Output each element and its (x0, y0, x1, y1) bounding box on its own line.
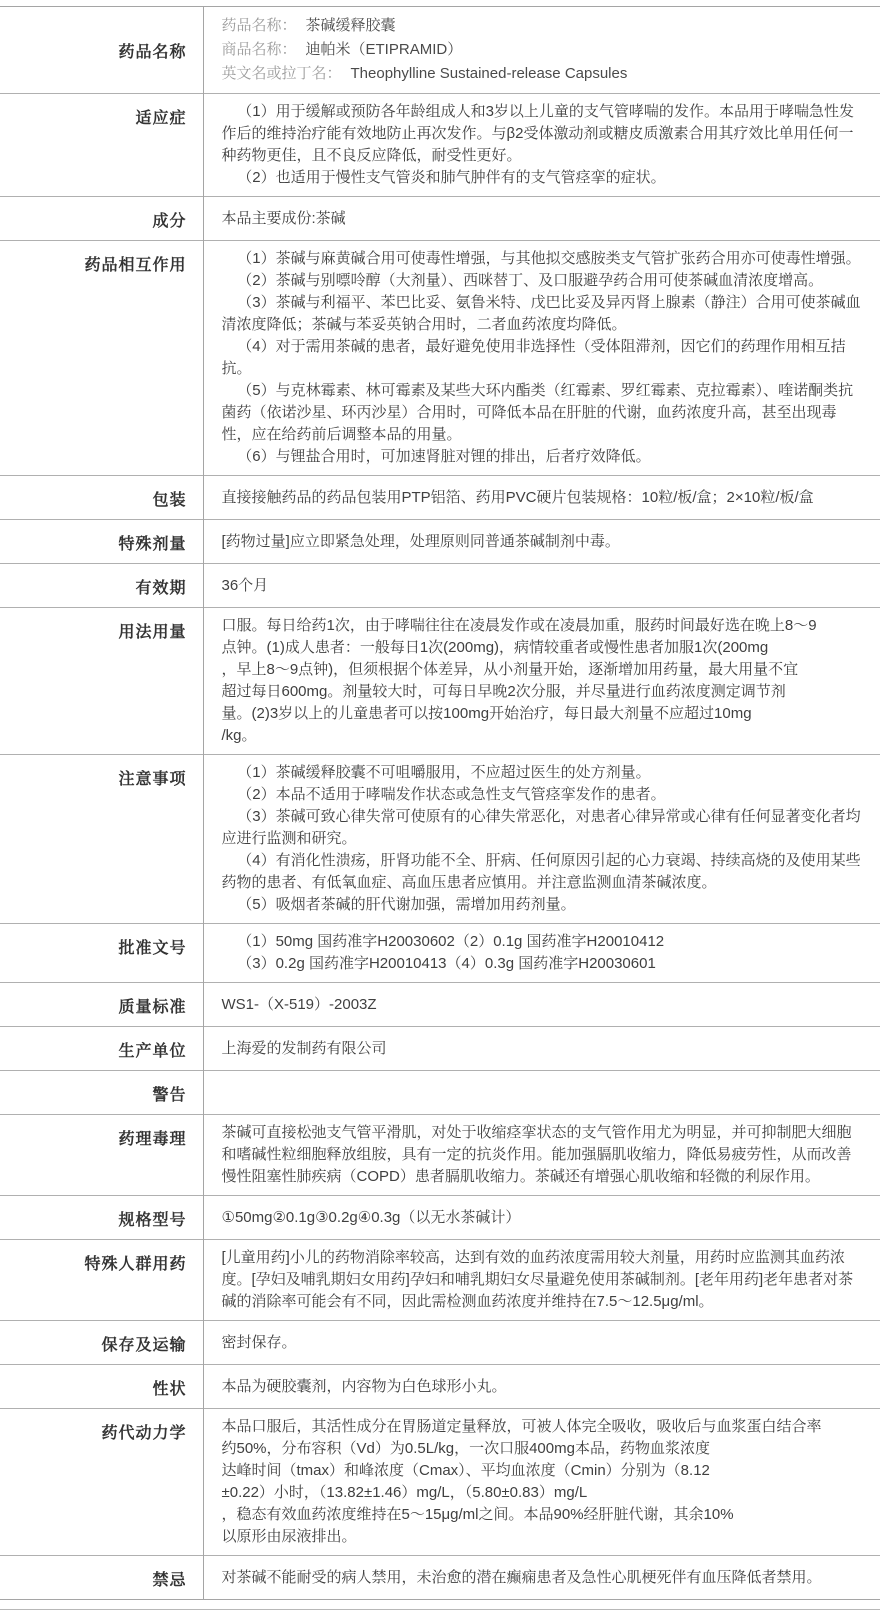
content-paragraph: （3）0.2g 国药准字H20010413（4）0.3g 国药准字H20030601 (237, 955, 656, 972)
content-paragraph: （1）用于缓解或预防各年龄组成人和3岁以上儿童的支气管哮喘的发作。本品用于哮喘急性发作后的维持治疗能有效地防止再次发作。与β2受体激动剂或糖皮质激素合用其疗效比单用任何一种药物更佳，且不良反应降低，耐受性更好。 (221, 103, 854, 164)
row-label-drug-name: 药品名称 (0, 7, 203, 94)
content-paragraph: 超过每日600mg。剂量较大时，可每日早晚2次分服，并尽量进行血药浓度测定调节剂 (221, 683, 786, 700)
row-label-special-dosage: 特殊剂量 (0, 520, 203, 564)
content-paragraph: （1）茶碱与麻黄碱合用可使毒性增强，与其他拟交感胺类支气管扩张药合用亦可使毒性增强。 (237, 250, 861, 267)
content-paragraph: [儿童用药]小儿的药物消除率较高，达到有效的血药浓度需用较大剂量，用药时应监测其血药浓度。[孕妇及哺乳期妇女用药]孕妇和哺乳期妇女尽量避免使用茶碱制剂。[老年用药]老年患者对茶碱的消除率可能会有不同，因此需检测血药浓度并维持在7.5～12.5μg/ml。 (221, 1249, 854, 1310)
content-paragraph: 以原形由尿液排出。 (221, 1528, 357, 1545)
content-paragraph: （2）茶碱与别嘌呤醇（大剂量）、西咪替丁、及口服避孕药合用可使茶碱血清浓度增高。 (237, 272, 824, 289)
content-paragraph: （6）与锂盐合用时，可加速肾脏对锂的排出，后者疗效降低。 (237, 448, 651, 465)
field-key: 药品名称： (221, 17, 297, 34)
table-row-special-dosage (0, 520, 880, 564)
content-paragraph: WS1-（X-519）-2003Z (221, 995, 377, 1013)
row-content-dosage-administration (203, 608, 880, 755)
row-label-dosage-administration: 用法用量 (0, 608, 203, 755)
table-row-precautions (0, 755, 880, 924)
table-row-packaging (0, 476, 880, 520)
row-content-special-dosage (203, 520, 880, 564)
table-row-shelf-life (0, 564, 880, 608)
content-paragraph: 达峰时间（tmax）和峰浓度（Cmax）、平均血浓度（Cmin）分别为（8.12 (221, 1462, 710, 1479)
row-content-manufacturer (203, 1027, 880, 1071)
content-paragraph: （3）茶碱与利福平、苯巴比妥、氨鲁米特、戊巴比妥及异丙肾上腺素（静注）合用可使茶碱血清浓度降低；茶碱与苯妥英钠合用时，二者血药浓度均降低。 (221, 294, 861, 333)
content-paragraph: ①50mg②0.1g③0.2g④0.3g（以无水茶碱计） (221, 1208, 521, 1226)
content-paragraph: ，早上8～9点钟)，但须根据个体差异，从小剂量开始，逐渐增加用药量，最大用量不宜 (221, 661, 799, 678)
row-content-warning (203, 1071, 880, 1115)
table-row-manufacturer (0, 1027, 880, 1071)
table-row-drug-interactions (0, 241, 880, 476)
row-content-quality-standard (203, 983, 880, 1027)
table-row-approval-number (0, 924, 880, 983)
row-content-pharmacokinetics (203, 1409, 880, 1556)
field-value: Theophylline Sustained-release Capsules (350, 65, 628, 82)
name-field (222, 62, 865, 86)
content-paragraph: 直接接触药品的药品包装用PTP铝箔、药用PVC硬片包装规格：10粒/板/盒；2×10粒/板/盒 (221, 488, 814, 506)
row-label-special-populations: 特殊人群用药 (0, 1240, 203, 1321)
table-row-indications (0, 94, 880, 197)
row-label-description: 性状 (0, 1365, 203, 1409)
table-row-description (0, 1365, 880, 1409)
drug-info-table-body (0, 7, 880, 1600)
row-label-drug-interactions: 药品相互作用 (0, 241, 203, 476)
content-paragraph: 口服。每日给药1次，由于哮喘往往在凌晨发作或在凌晨加重，服药时间最好选在晚上8～9 (221, 617, 817, 634)
row-content-drug-name (203, 7, 880, 94)
row-content-description (203, 1365, 880, 1409)
content-paragraph: 对茶碱不能耐受的病人禁用，未治愈的潜在癫痫患者及急性心肌梗死伴有血压降低者禁用。 (221, 1568, 822, 1586)
field-key: 商品名称： (221, 41, 297, 58)
content-paragraph: 约50%，分布容积（Vd）为0.5L/kg，一次口服400mg本品，药物血浆浓度 (221, 1440, 710, 1457)
table-row-composition (0, 197, 880, 241)
content-paragraph: ，稳态有效血药浓度维持在5～15μg/ml之间。本品90%经肝脏代谢，其余10% (221, 1506, 734, 1523)
content-paragraph: （1）茶碱缓释胶囊不可咀嚼服用，不应超过医生的处方剂量。 (237, 764, 651, 781)
table-row-dosage-administration (0, 608, 880, 755)
row-label-shelf-life: 有效期 (0, 564, 203, 608)
table-row-contraindications (0, 1556, 880, 1600)
row-content-special-populations (203, 1240, 880, 1321)
field-key: 英文名或拉丁名： (221, 65, 342, 82)
content-paragraph: ±0.22）小时，（13.82±1.46）mg/L，（5.80±0.83）mg/L (221, 1484, 588, 1501)
row-content-specification-model (203, 1196, 880, 1240)
content-paragraph: （3）茶碱可致心律失常可使原有的心律失常恶化，对患者心律异常或心律有任何显著变化者均应进行监测和研究。 (221, 808, 861, 847)
table-row-pharmacology-toxicology (0, 1115, 880, 1196)
table-row-special-populations (0, 1240, 880, 1321)
row-label-pharmacology-toxicology: 药理毒理 (0, 1115, 203, 1196)
row-content-indications (203, 94, 880, 197)
row-content-pharmacology-toxicology (203, 1115, 880, 1196)
content-paragraph: （5）与克林霉素、林可霉素及某些大环内酯类（红霉素、罗红霉素、克拉霉素）、喹诺酮类抗菌药（依诺沙星、环丙沙星）合用时，可降低本品在肝脏的代谢，血药浓度升高，甚至出现毒性，应在给药前后调整本品的用量。 (221, 382, 854, 443)
content-paragraph: 茶碱可直接松弛支气管平滑肌，对处于收缩痉挛状态的支气管作用尤为明显，并可抑制肥大细胞和嗜碱性粒细胞释放组胺，具有一定的抗炎作用。能加强膈肌收缩力，降低易疲劳性，从而改善慢性阻塞性肺疾病（COPD）患者膈肌收缩力。茶碱还有增强心肌收缩和轻微的利尿作用。 (221, 1124, 852, 1185)
row-content-packaging (203, 476, 880, 520)
content-paragraph: （2）也适用于慢性支气管炎和肺气肿伴有的支气管痉挛的症状。 (237, 169, 666, 186)
drug-info-table (0, 6, 880, 1600)
table-row-storage-transport (0, 1321, 880, 1365)
row-content-composition (203, 197, 880, 241)
row-label-approval-number: 批准文号 (0, 924, 203, 983)
row-content-storage-transport (203, 1321, 880, 1365)
row-label-contraindications: 禁忌 (0, 1556, 203, 1600)
row-label-precautions: 注意事项 (0, 755, 203, 924)
content-paragraph: 36个月 (221, 576, 269, 594)
field-value: 茶碱缓释胶囊 (305, 17, 396, 34)
content-paragraph: （2）本品不适用于哮喘发作状态或急性支气管痉挛发作的患者。 (237, 786, 666, 803)
content-paragraph: 本品为硬胶囊剂，内容物为白色球形小丸。 (221, 1377, 507, 1395)
content-paragraph: （5）吸烟者茶碱的肝代谢加强，需增加用药剂量。 (237, 896, 576, 913)
table-row-warning (0, 1071, 880, 1115)
row-content-precautions (203, 755, 880, 924)
content-paragraph: （4）对于需用茶碱的患者，最好避免使用非选择性（受体阻滞剂，因它们的药理作用相互拮抗。 (221, 338, 846, 377)
row-label-composition: 成分 (0, 197, 203, 241)
table-row-pharmacokinetics (0, 1409, 880, 1556)
row-label-storage-transport: 保存及运输 (0, 1321, 203, 1365)
table-row-quality-standard (0, 983, 880, 1027)
row-label-packaging: 包装 (0, 476, 203, 520)
content-paragraph: 本品口服后，其活性成分在胃肠道定量释放，可被人体完全吸收，吸收后与血浆蛋白结合率 (221, 1418, 822, 1435)
row-content-approval-number (203, 924, 880, 983)
row-label-quality-standard: 质量标准 (0, 983, 203, 1027)
name-field (222, 38, 865, 62)
row-content-shelf-life (203, 564, 880, 608)
field-value: 迪帕米（ETIPRAMID） (305, 41, 463, 58)
table-row-drug-name (0, 7, 880, 94)
row-label-warning: 警告 (0, 1071, 203, 1115)
content-paragraph: 点钟。(1)成人患者：一般每日1次(200mg)，病情较重者或慢性患者加服1次(200mg (221, 639, 769, 656)
content-paragraph (222, 1082, 865, 1104)
name-field (222, 14, 865, 38)
content-paragraph: 量。(2)3岁以上的儿童患者可以按100mg开始治疗，每日最大剂量不应超过10mg (221, 705, 752, 722)
row-label-specification-model: 规格型号 (0, 1196, 203, 1240)
content-paragraph: 上海爱的发制药有限公司 (221, 1039, 387, 1057)
table-row-specification-model (0, 1196, 880, 1240)
content-paragraph: （4）有消化性溃疡，肝肾功能不全、肝病、任何原因引起的心力衰竭、持续高烧的及使用某些药物的患者、有低氧血症、高血压患者应慎用。并注意监测血清茶碱浓度。 (221, 852, 861, 891)
row-label-indications: 适应症 (0, 94, 203, 197)
row-content-contraindications (203, 1556, 880, 1600)
content-paragraph: 本品主要成份:茶碱 (221, 209, 346, 227)
row-label-pharmacokinetics: 药代动力学 (0, 1409, 203, 1556)
content-paragraph: （1）50mg 国药准字H20030602（2）0.1g 国药准字H20010412 (237, 933, 665, 950)
content-paragraph: [药物过量]应立即紧急处理，处理原则同普通茶碱制剂中毒。 (221, 532, 620, 550)
row-label-manufacturer: 生产单位 (0, 1027, 203, 1071)
content-paragraph: 密封保存。 (221, 1333, 297, 1351)
row-content-drug-interactions (203, 241, 880, 476)
content-paragraph: /kg。 (221, 727, 257, 744)
